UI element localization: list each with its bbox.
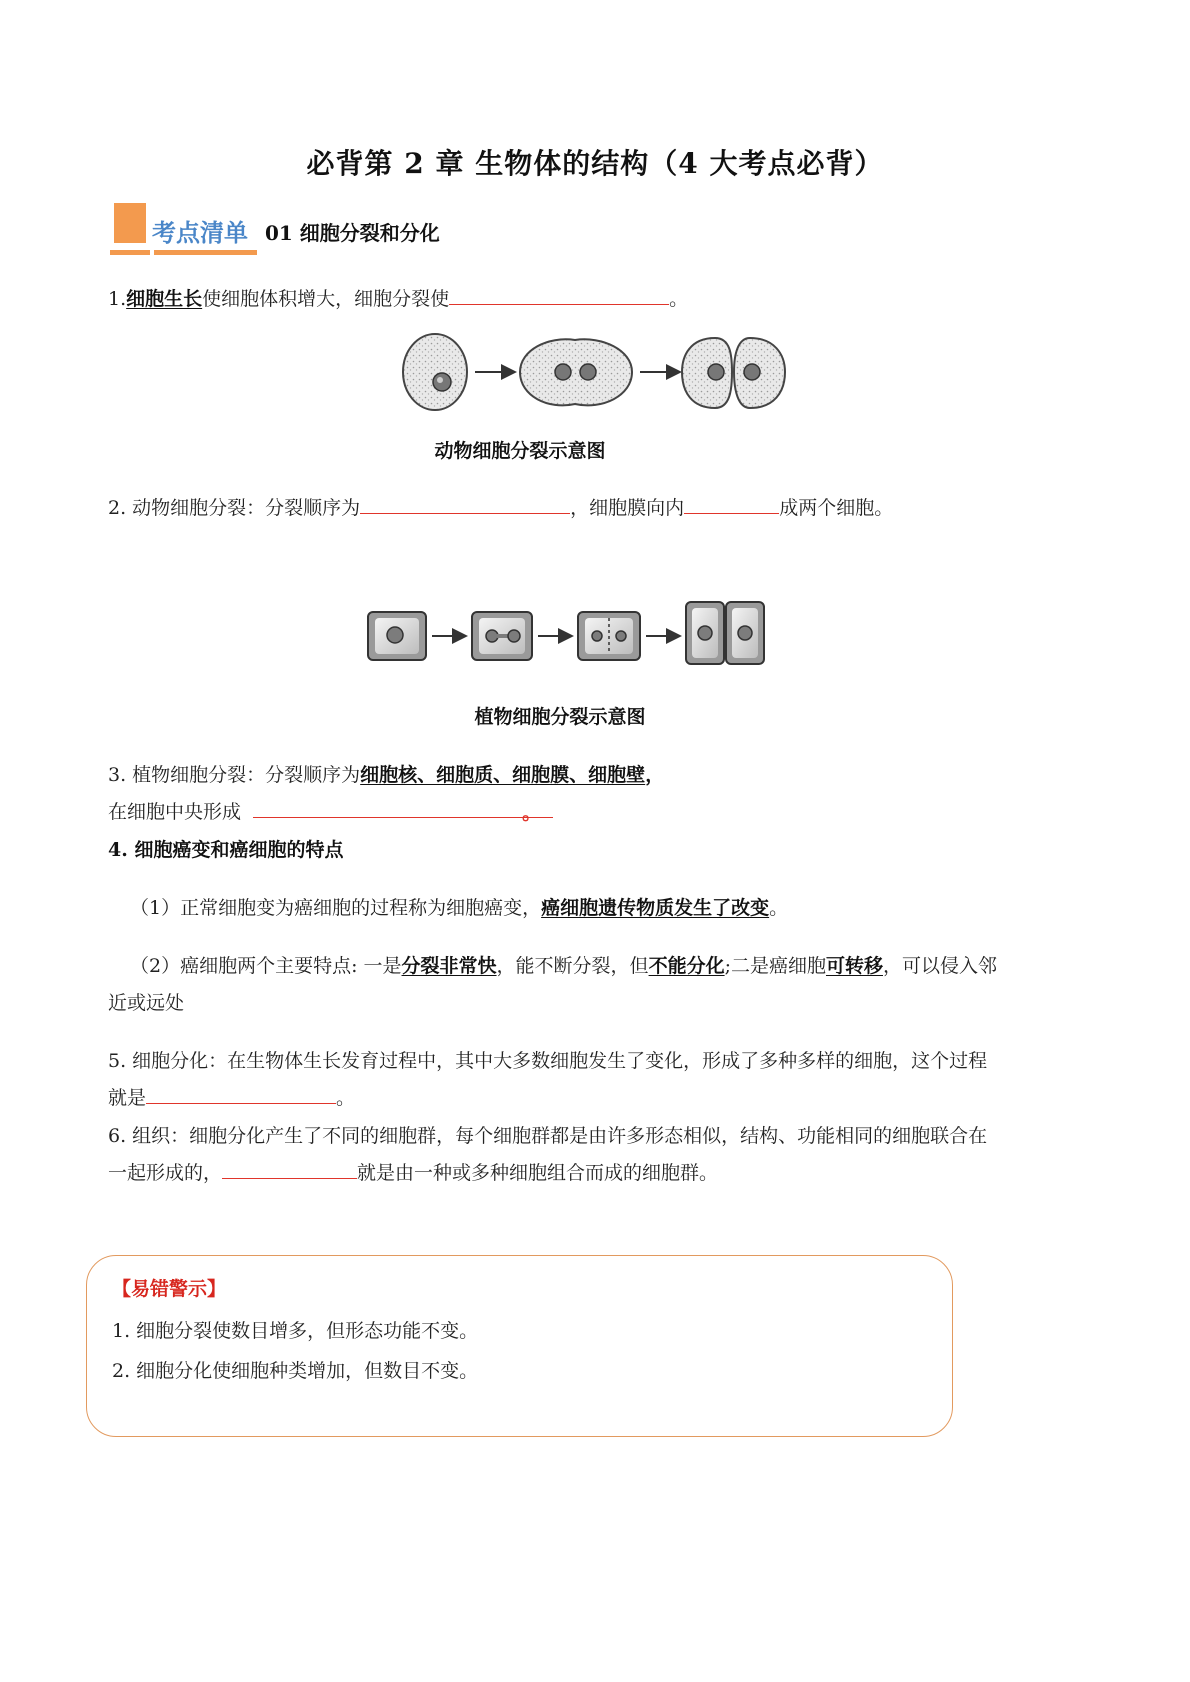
item-2-text-1: 2. 动物细胞分裂：分裂顺序为 bbox=[108, 497, 361, 519]
answer-blank-2a[interactable] bbox=[360, 493, 570, 514]
animal-cell-division-figure bbox=[400, 330, 800, 415]
item-4-para-1 bbox=[130, 893, 788, 920]
page-title: 必背第 2 章 生物体的结构（4 大考点必背） bbox=[306, 147, 884, 180]
animal-cell-stage-3 bbox=[682, 338, 785, 408]
plant-cell-stage-1 bbox=[368, 612, 426, 660]
item-6-line-1: 6. 组织：细胞分化产生了不同的细胞群，每个细胞群都是由许多形态相似，结构、功能相同的细胞联合在 bbox=[108, 1125, 988, 1147]
item-2-text-3: 成两个细胞。 bbox=[779, 497, 894, 519]
item-4-heading: 4. 细胞癌变和癌细胞的特点 bbox=[108, 839, 344, 861]
item-4-p1-bold: 癌细胞遗传物质发生了改变 bbox=[541, 897, 770, 919]
item-3-bold: 细胞核、细胞质、细胞膜、细胞壁 bbox=[360, 764, 646, 786]
warning-item-1: 1. 细胞分裂使数目增多，但形态功能不变。 bbox=[112, 1320, 479, 1342]
item-4-p2-g: ，可以侵入邻 bbox=[883, 955, 998, 977]
item-5-text: 就是 bbox=[108, 1087, 147, 1109]
item-1-num: 1. bbox=[108, 288, 127, 310]
figure-2-caption: 植物细胞分裂示意图 bbox=[474, 706, 646, 728]
section-underline-short bbox=[110, 250, 150, 255]
plant-cell-division-figure bbox=[366, 600, 776, 668]
item-3-text-2: 在细胞中央形成 bbox=[108, 801, 242, 823]
plant-cell-stage-3 bbox=[578, 612, 640, 660]
animal-cell-stage-1 bbox=[403, 334, 467, 410]
item-4-p1-end: 。 bbox=[769, 897, 789, 919]
item-1 bbox=[108, 284, 688, 311]
item-4-para-2-line-2: 近或远处 bbox=[108, 992, 185, 1014]
warning-item-2: 2. 细胞分化使细胞种类增加，但数目不变。 bbox=[112, 1360, 479, 1382]
item-5-end: 。 bbox=[336, 1087, 356, 1109]
item-6-text-b: 就是由一种或多种细胞组合而成的细胞群。 bbox=[357, 1162, 719, 1184]
warning-title: 【易错警示】 bbox=[112, 1278, 227, 1300]
item-4-p2-bold-2: 不能分化 bbox=[648, 955, 725, 977]
item-1-bold: 细胞生长 bbox=[126, 288, 203, 310]
item-4-para-2-line-1 bbox=[130, 951, 997, 978]
item-3-comma: ， bbox=[645, 764, 665, 786]
section-marker-block bbox=[114, 203, 146, 243]
item-6-text-a: 一起形成的， bbox=[108, 1162, 223, 1184]
item-5-line-1: 5. 细胞分化：在生物体生长发育过程中，其中大多数细胞发生了变化，形成了多种多样的细胞，这个过程 bbox=[108, 1050, 988, 1072]
item-5-line-2 bbox=[108, 1083, 355, 1110]
item-3-red-dot: 。 bbox=[522, 802, 542, 824]
item-3-text-1: 3. 植物细胞分裂：分裂顺序为 bbox=[108, 764, 361, 786]
figure-1-caption: 动物细胞分裂示意图 bbox=[434, 440, 606, 462]
item-1-end: 。 bbox=[669, 288, 689, 310]
item-4-p2-bold-3: 可转移 bbox=[825, 955, 883, 977]
answer-blank-2b[interactable] bbox=[684, 493, 779, 514]
plant-cell-stage-4 bbox=[686, 602, 764, 664]
item-2 bbox=[108, 493, 893, 520]
item-1-text: 使细胞体积增大，细胞分裂使 bbox=[202, 288, 450, 310]
answer-blank-5[interactable] bbox=[146, 1083, 336, 1104]
section-underline-long bbox=[154, 250, 257, 255]
animal-cell-stage-2 bbox=[520, 339, 632, 405]
item-4-p2-c: ，能不断分裂，但 bbox=[496, 955, 649, 977]
item-4-p2-a: （2）癌细胞两个主要特点: 一是 bbox=[130, 955, 402, 977]
item-2-text-2: ，细胞膜向内 bbox=[570, 497, 685, 519]
section-title: 01 细胞分裂和分化 bbox=[265, 221, 440, 245]
plant-cell-stage-2 bbox=[472, 612, 532, 660]
answer-blank-1[interactable] bbox=[449, 284, 669, 305]
item-4-p2-e: ;二是癌细胞 bbox=[724, 955, 826, 977]
section-label: 考点清单 bbox=[152, 219, 248, 247]
answer-blank-6[interactable] bbox=[222, 1158, 357, 1179]
item-4-p2-bold-1: 分裂非常快 bbox=[401, 955, 497, 977]
item-3-line-1 bbox=[108, 760, 664, 787]
item-4-p1-text: （1）正常细胞变为癌细胞的过程称为细胞癌变， bbox=[130, 897, 542, 919]
item-6-line-2 bbox=[108, 1158, 718, 1185]
answer-blank-3[interactable] bbox=[253, 797, 553, 824]
item-3-line-2 bbox=[108, 797, 553, 824]
